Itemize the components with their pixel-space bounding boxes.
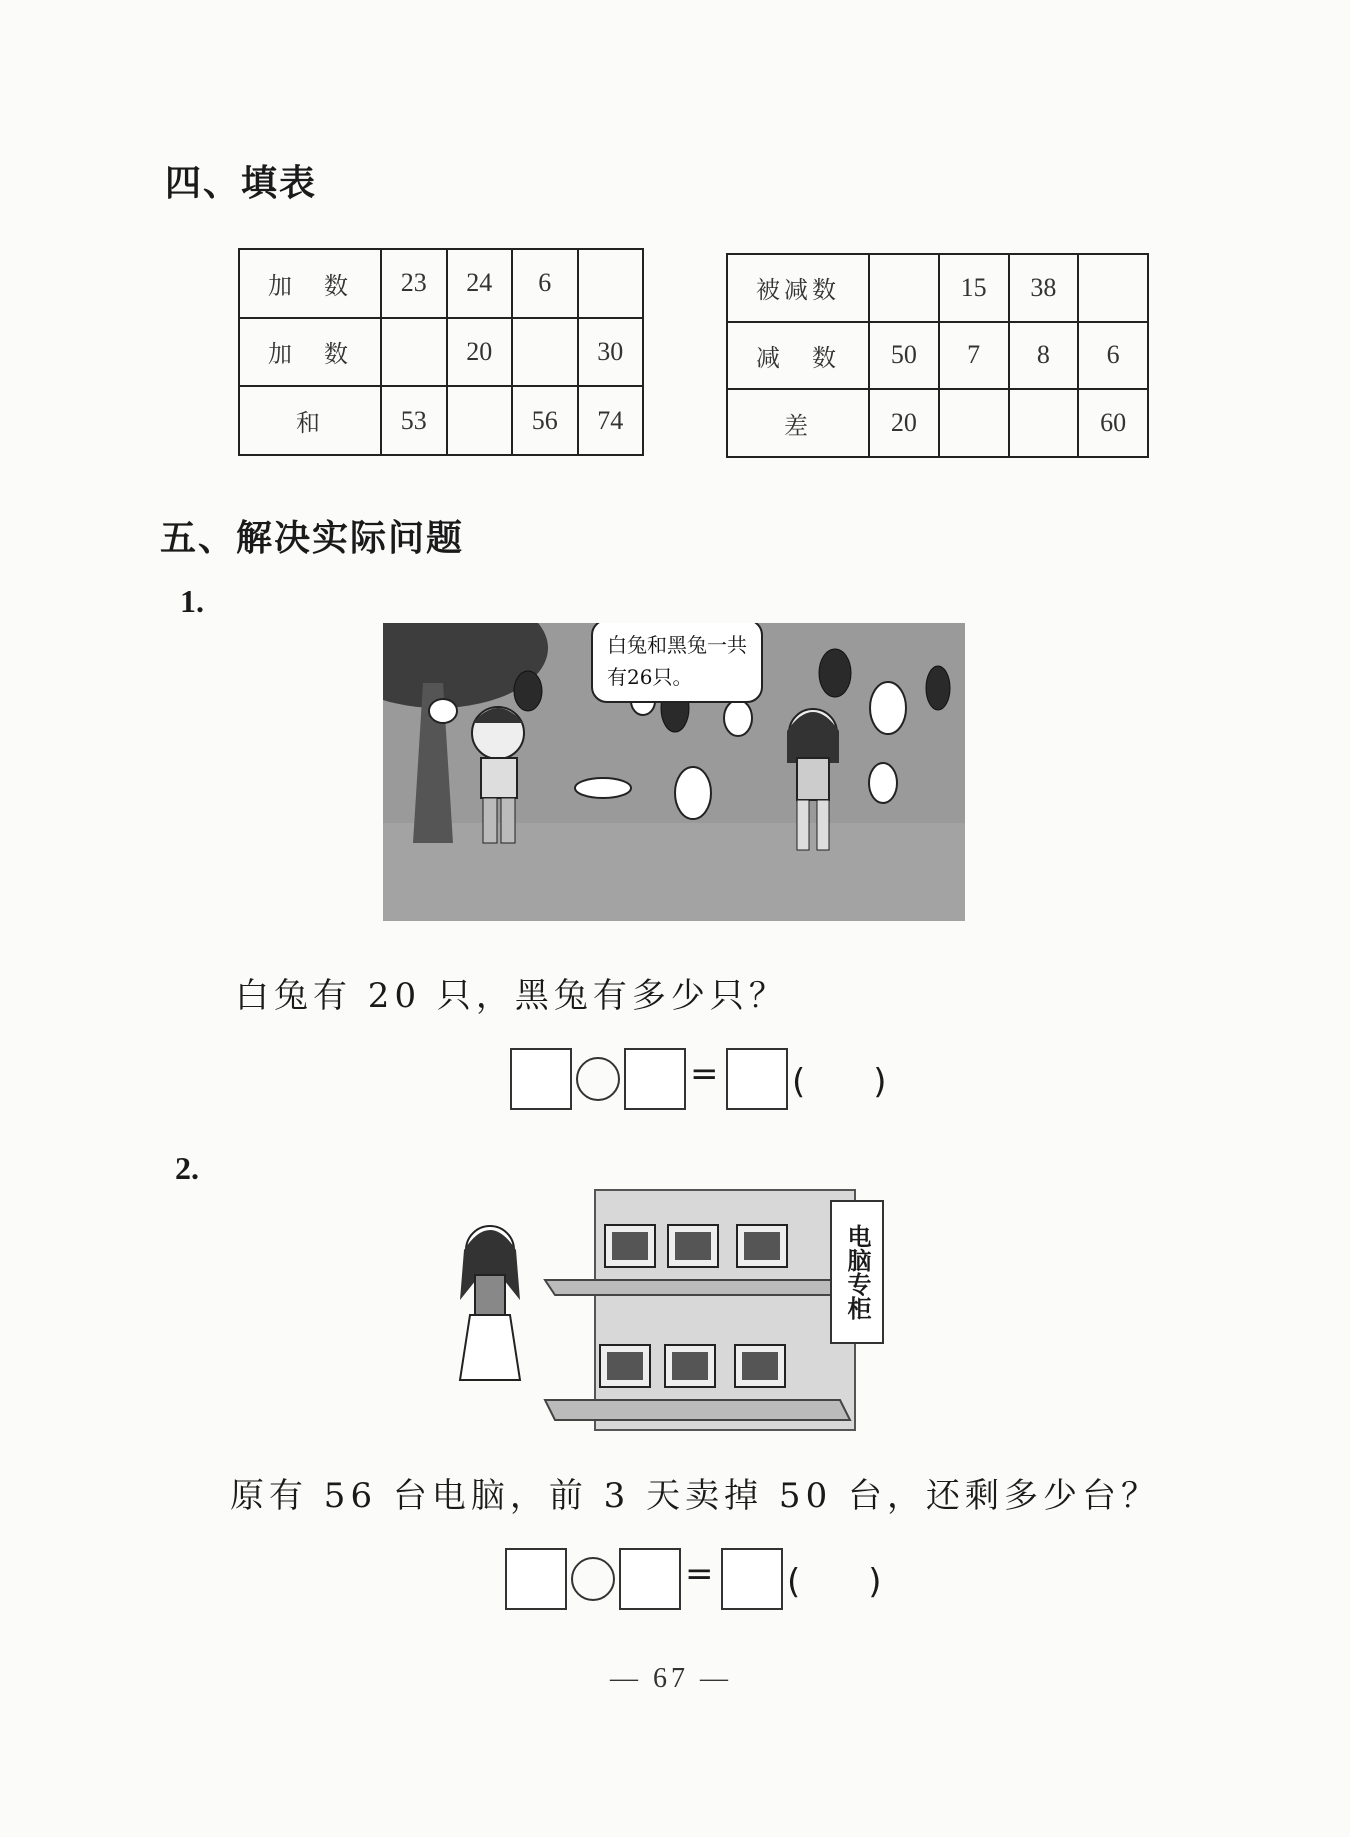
- speech-bubble-line-2: 有26只。: [607, 665, 693, 689]
- answer-box-operand-2[interactable]: [619, 1548, 681, 1610]
- subtraction-table-row: [727, 322, 1148, 390]
- subtraction-table-value-cell: 8: [1009, 322, 1079, 390]
- question-2-equation: [505, 1548, 925, 1608]
- question-1-text: 白兔有 20 只，黑兔有多少只？: [235, 976, 788, 1016]
- unit-parentheses: ( ): [792, 1062, 887, 1102]
- subtraction-table-row: [727, 254, 1148, 322]
- addition-table-row: [239, 318, 643, 387]
- addition-table-value-cell: 24: [447, 249, 513, 318]
- subtraction-table-value-cell: 7: [939, 322, 1009, 390]
- addition-table-value-cell: 20: [447, 318, 513, 387]
- speech-bubble-line-1: 白兔和黑兔一共: [607, 633, 747, 657]
- subtraction-table-value-cell: 6: [1078, 322, 1148, 390]
- question-2-text: 原有 56 台电脑，前 3 天卖掉 50 台，还剩多少台？: [230, 1476, 1161, 1516]
- counter-sign: [830, 1200, 884, 1344]
- section-heading-word-problems: 五、解决实际问题: [160, 518, 465, 559]
- speech-bubble: [591, 623, 763, 703]
- page-number: — 67 —: [610, 1663, 732, 1694]
- question-2-number: 2.: [175, 1150, 199, 1186]
- addition-table-value-cell: 30: [578, 318, 644, 387]
- question-1-equation: [510, 1048, 930, 1108]
- section-heading-fill-table: 四、填表: [165, 163, 318, 204]
- addition-table-blank-cell[interactable]: [447, 386, 513, 455]
- answer-box-operand-1[interactable]: [510, 1048, 572, 1110]
- addition-table-value-cell: 53: [381, 386, 447, 455]
- subtraction-table-row: [727, 389, 1148, 457]
- question-1-number: 1.: [180, 583, 204, 619]
- answer-box-result[interactable]: [726, 1048, 788, 1110]
- operator-circle[interactable]: [576, 1057, 620, 1101]
- subtraction-table-row-label: 减 数: [727, 322, 869, 390]
- addition-table-value-cell: 56: [512, 386, 578, 455]
- subtraction-table-blank-cell[interactable]: [939, 389, 1009, 457]
- addition-table-row-label: 加 数: [239, 318, 381, 387]
- addition-table-row-label: 加 数: [239, 249, 381, 318]
- addition-table-blank-cell[interactable]: [512, 318, 578, 387]
- addition-table-row: [239, 386, 643, 455]
- addition-table-blank-cell[interactable]: [381, 318, 447, 387]
- counter-sign-text: 电脑专柜: [843, 1224, 871, 1320]
- subtraction-table-value-cell: 50: [869, 322, 939, 390]
- subtraction-table-row-label: 被减数: [727, 254, 869, 322]
- addition-table-value-cell: 74: [578, 386, 644, 455]
- answer-box-operand-2[interactable]: [624, 1048, 686, 1110]
- answer-box-operand-1[interactable]: [505, 1548, 567, 1610]
- subtraction-table-blank-cell[interactable]: [1009, 389, 1079, 457]
- subtraction-table: [726, 253, 1149, 458]
- operator-circle[interactable]: [571, 1557, 615, 1601]
- addition-table-value-cell: 6: [512, 249, 578, 318]
- addition-table: [238, 248, 644, 456]
- subtraction-table-row-label: 差: [727, 389, 869, 457]
- subtraction-table-blank-cell[interactable]: [869, 254, 939, 322]
- unit-parentheses: ( ): [787, 1562, 882, 1602]
- addition-table-row-label: 和: [239, 386, 381, 455]
- equals-sign: =: [690, 1054, 719, 1094]
- addition-table-value-cell: 23: [381, 249, 447, 318]
- computer-counter-illustration: [440, 1180, 910, 1435]
- subtraction-table-value-cell: 20: [869, 389, 939, 457]
- subtraction-table-blank-cell[interactable]: [1078, 254, 1148, 322]
- subtraction-table-value-cell: 15: [939, 254, 1009, 322]
- subtraction-table-value-cell: 60: [1078, 389, 1148, 457]
- answer-box-result[interactable]: [721, 1548, 783, 1610]
- rabbits-illustration: [383, 623, 965, 921]
- addition-table-row: [239, 249, 643, 318]
- subtraction-table-value-cell: 38: [1009, 254, 1079, 322]
- equals-sign: =: [685, 1554, 714, 1594]
- addition-table-blank-cell[interactable]: [578, 249, 644, 318]
